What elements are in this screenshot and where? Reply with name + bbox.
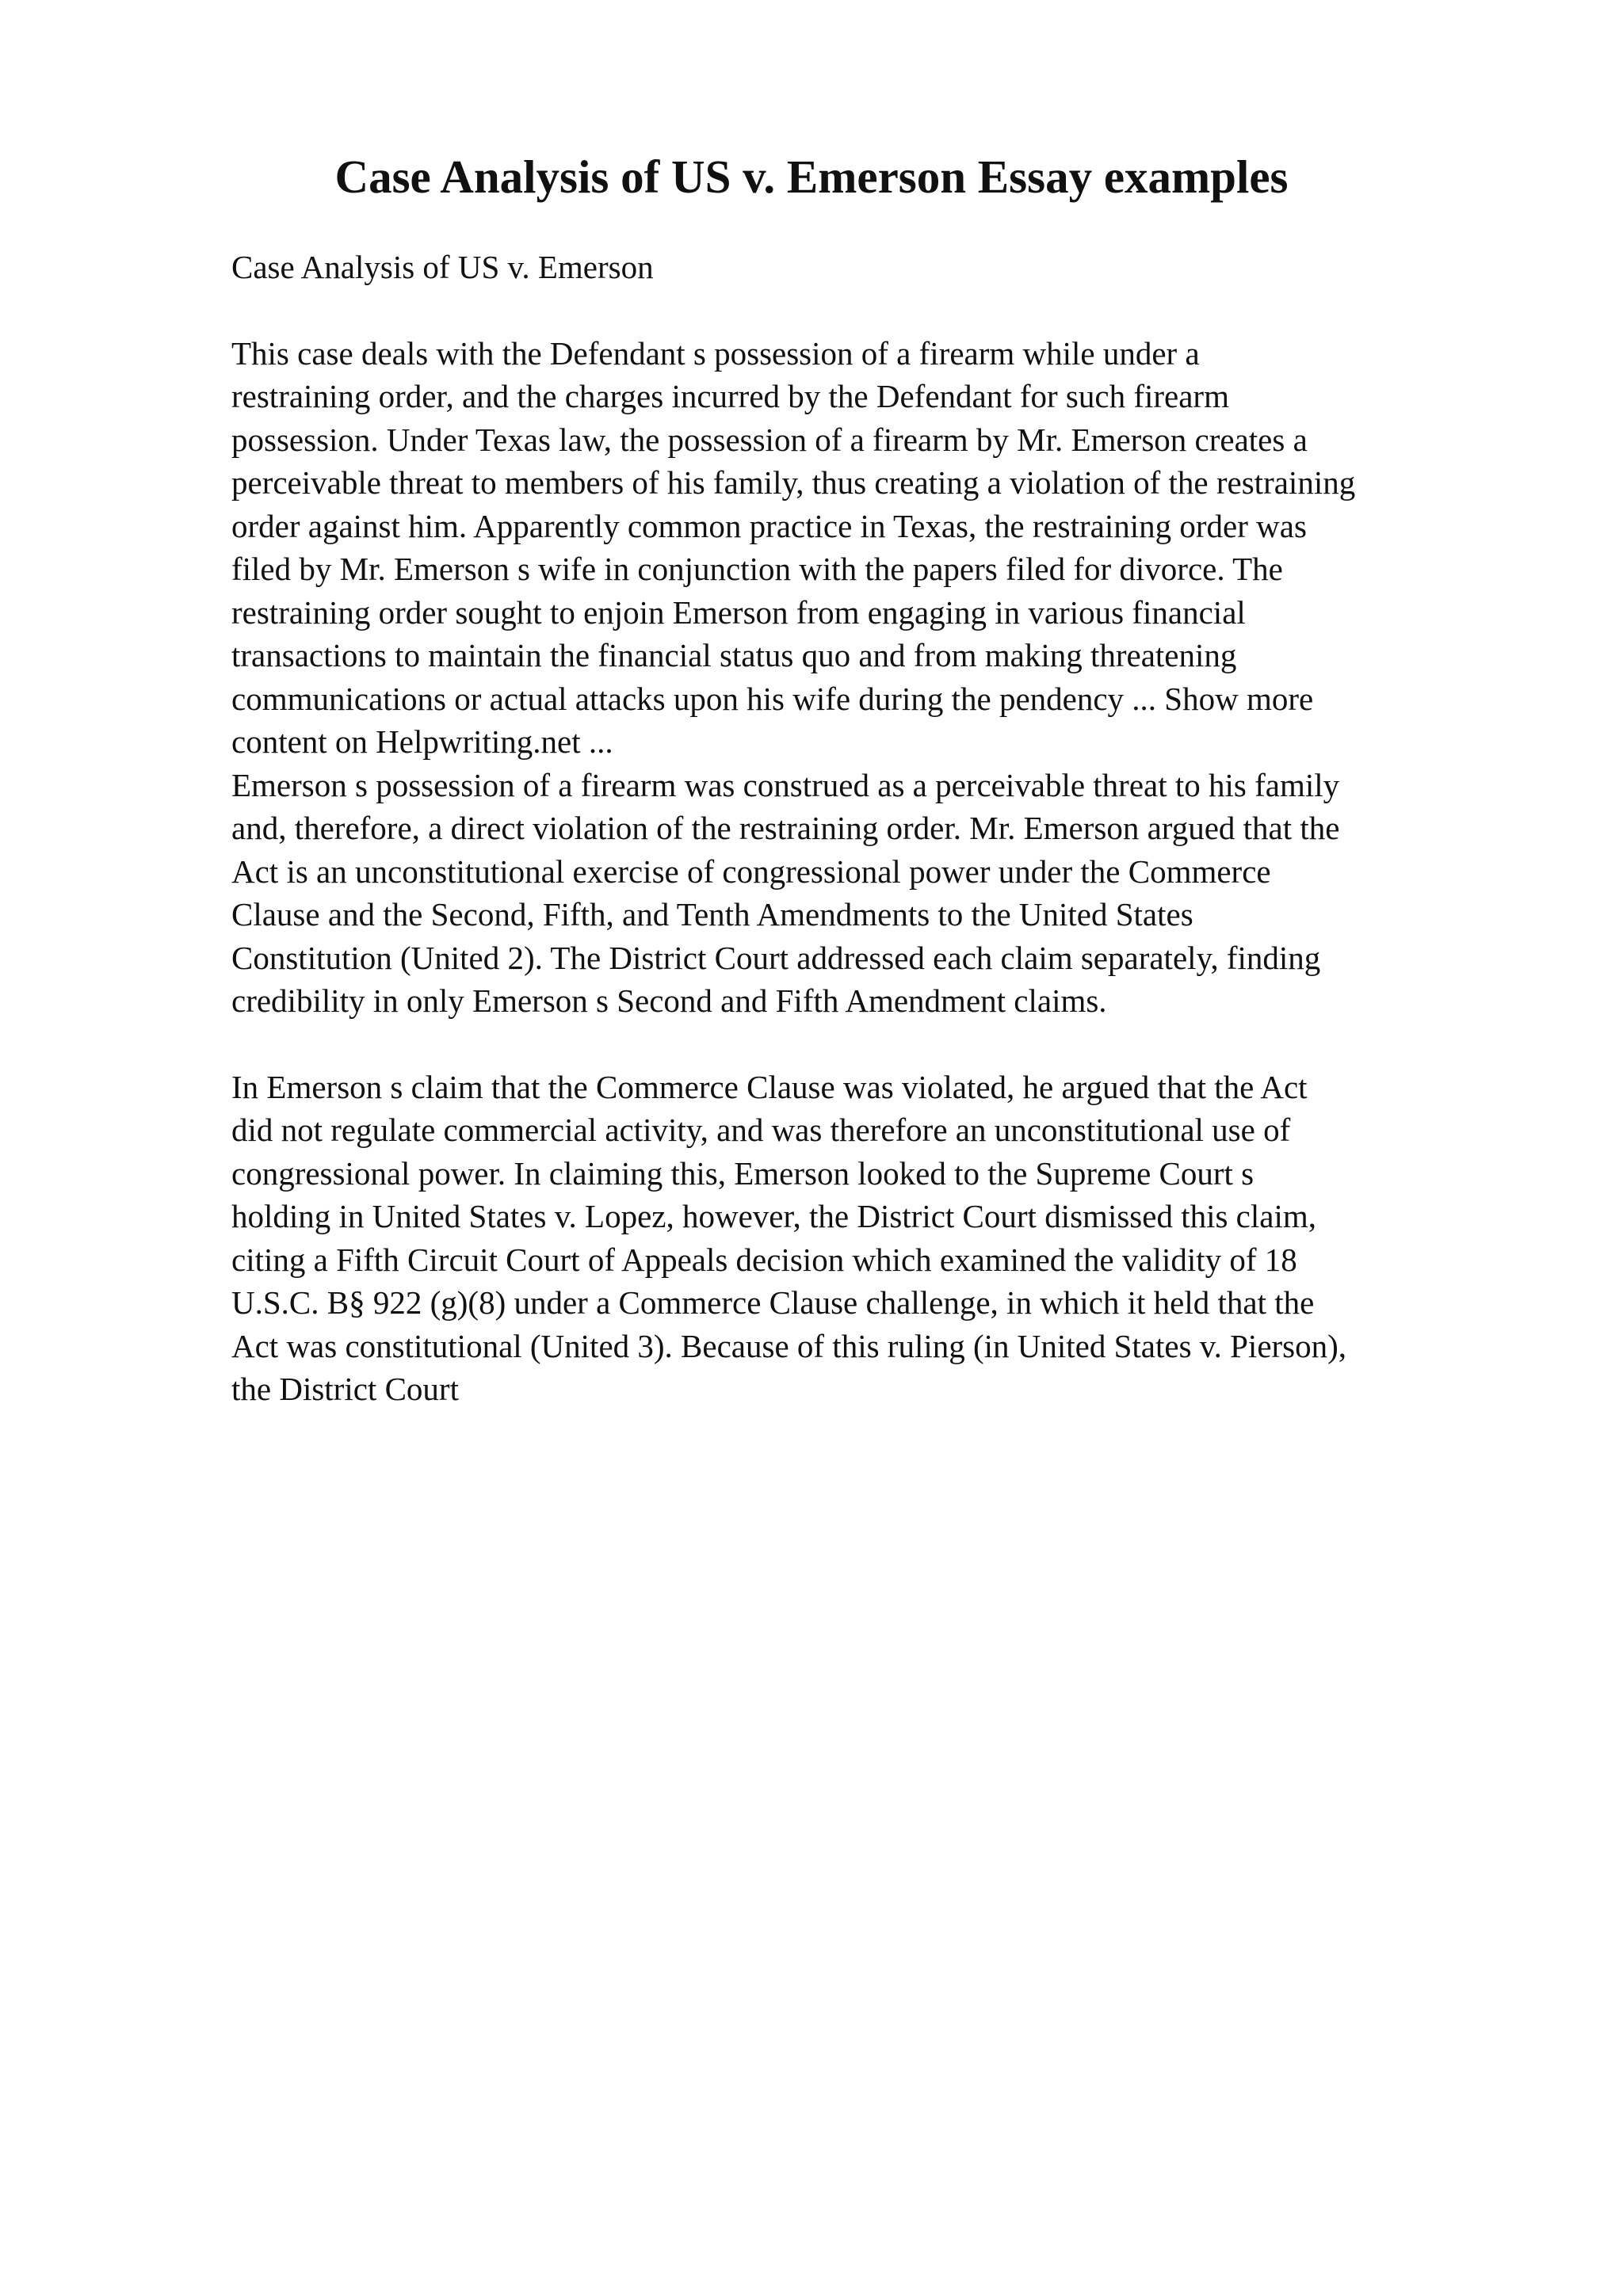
document-subtitle: Case Analysis of US v. Emerson: [231, 249, 654, 285]
text-line: perceivable threat to members of his family, thus creating a violation of the restraining: [231, 464, 1356, 501]
text-line: In Emerson s claim that the Commerce Clause was violated, he argued that the Act: [231, 1068, 1308, 1105]
paragraph-spacer: [231, 1023, 1531, 1066]
text-line: content on Helpwriting.net ...: [231, 723, 613, 760]
paragraph-1: [231, 332, 1531, 1023]
text-line: Act is an unconstitutional exercise of congressional power under the Commerce: [231, 852, 1271, 890]
text-line: Clause and the Second, Fifth, and Tenth Amendments to the United States: [231, 896, 1193, 933]
text-line: restraining order, and the charges incurred by the Defendant for such firearm: [231, 378, 1229, 414]
text-line: U.S.C. B§ 922 (g)(8) under a Commerce Clause challenge, in which it held that the: [231, 1284, 1315, 1321]
text-line: did not regulate commercial activity, and was therefore an unconstitutional use of: [231, 1112, 1291, 1148]
text-line: the District Court: [231, 1371, 459, 1407]
text-line: and, therefore, a direct violation of the restraining order. Mr. Emerson argued that the: [231, 810, 1340, 846]
text-line: holding in United States v. Lopez, however, the District Court dismissed this claim,: [231, 1198, 1316, 1234]
text-line: order against him. Apparently common practice in Texas, the restraining order was: [231, 507, 1307, 544]
text-line: citing a Fifth Circuit Court of Appeals decision which examined the validity of 18: [231, 1241, 1297, 1278]
paragraph-2: [231, 1066, 1531, 1411]
text-line: Emerson s possession of a firearm was construed as a perceivable threat to his family: [231, 766, 1340, 803]
document-body: [231, 246, 1531, 1411]
text-line: possession. Under Texas law, the possession of a firearm by Mr. Emerson creates a: [231, 421, 1308, 458]
text-line: congressional power. In claiming this, Emerson looked to the Supreme Court s: [231, 1154, 1254, 1192]
text-line: This case deals with the Defendant s possession of a firearm while under a: [231, 334, 1200, 372]
text-line: credibility in only Emerson s Second and Fifth Amendment claims.: [231, 982, 1107, 1019]
document-title: Case Analysis of US v. Emerson Essay examples: [334, 151, 1289, 203]
text-line: restraining order sought to enjoin Emerson from engaging in various financial: [231, 593, 1246, 631]
text-line: Act was constitutional (United 3). Because of this ruling (in United States v. Pierson),: [231, 1327, 1347, 1364]
text-line: Constitution (United 2). The District Court addressed each claim separately, finding: [231, 939, 1321, 976]
text-line: communications or actual attacks upon his wife during the pendency ... Show more: [231, 680, 1314, 717]
text-line: transactions to maintain the financial status quo and from making threatening: [231, 637, 1237, 673]
text-line: filed by Mr. Emerson s wife in conjunction with the papers filed for divorce. The: [231, 551, 1283, 587]
